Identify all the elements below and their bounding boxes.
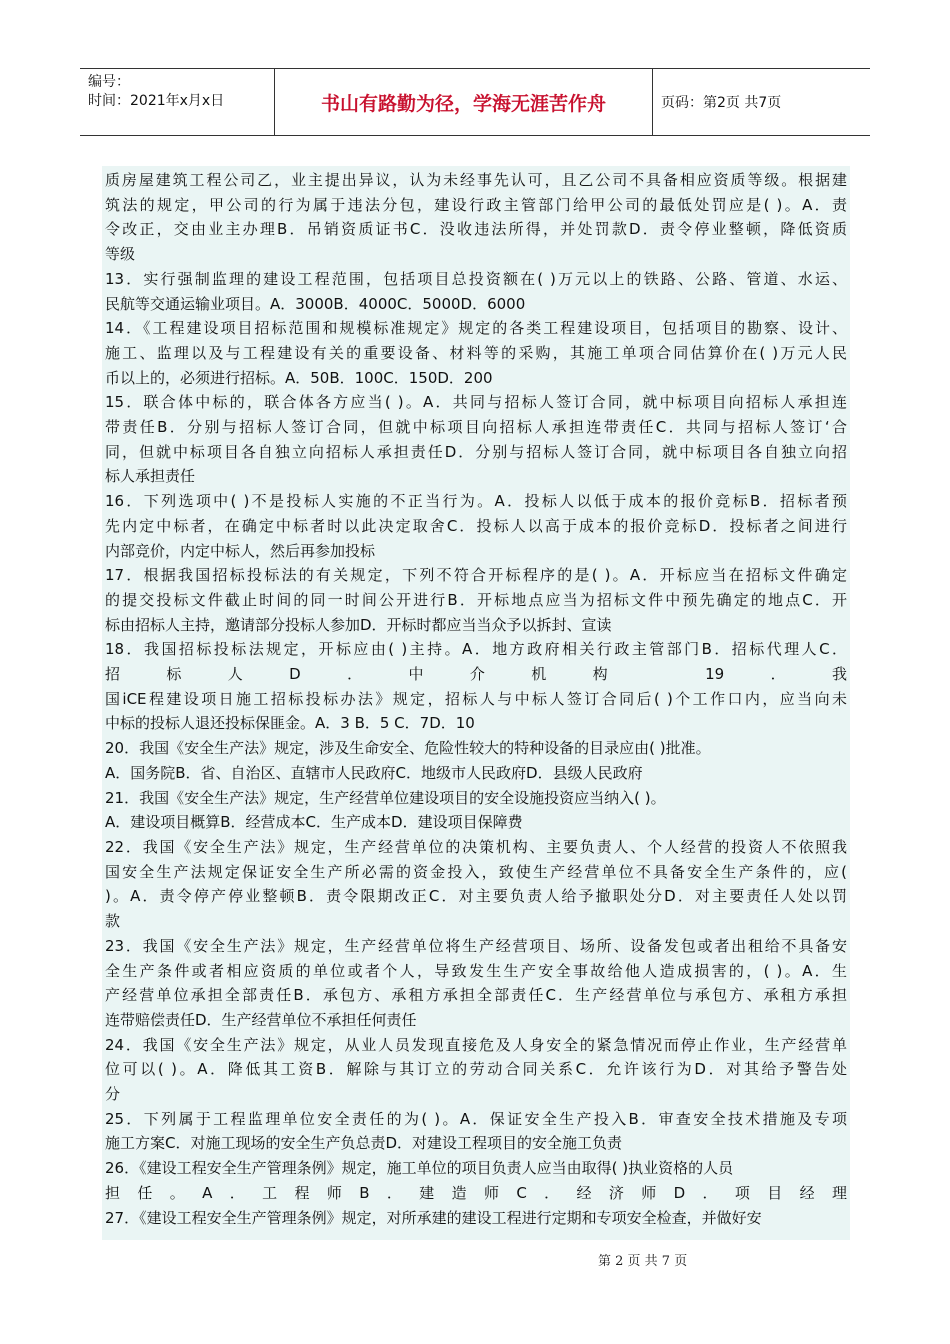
body-text-line: 17．根据我国招标投标法的有关规定，下列不符合开标程序的是( )。A．开标应当在招标文件确定 <box>105 566 847 585</box>
body-text-line: 担任。A．工程师B．建造师C．经济师D．项目经理 <box>105 1183 847 1202</box>
body-text-line: 带责任B．分别与招标人签订合同，但就中标项目向招标人承担连带责任C．共同与招标人签订‘合 <box>105 418 847 437</box>
body-text-line: 13．实行强制监理的建设工程范围，包括项目总投资额在( )万元以上的铁路、公路、管道、水运、 <box>105 269 847 288</box>
body-text-line: 16．下列选项中( )不是投标人实施的不正当行为。A．投标人以低于成本的报价竞标B．招标者预 <box>105 492 847 511</box>
page-header <box>80 68 870 136</box>
body-text-line: 24．我国《安全生产法》规定，从业人员发现直接危及人身安全的紧急情况而停止作业，生产经营单 <box>105 1035 847 1054</box>
body-text-line: 22．我国《安全生产法》规定，生产经营单位的决策机构、主要负责人、个人经营的投资人不依照我 <box>105 837 847 856</box>
body-text-line: 国安全生产法规定保证安全生产所必需的资金投入，致使生产经营单位不具备安全生产条件的，应( <box>105 862 847 881</box>
document-number-label: 编号： <box>88 74 130 90</box>
body-text-line: 施工、监理以及与工程建设有关的重要设备、材料等的采购，其施工单项合同估算价在( )万元人民 <box>105 343 847 362</box>
body-text-line: 等级 <box>105 245 136 264</box>
body-text-line: 26．《建设工程安全生产管理条例》规定，施工单位的项目负责人应当由取得( )执业资格的人员 <box>105 1159 734 1178</box>
header-meta <box>80 69 275 135</box>
body-text-line: 内部竞价，内定中标人，然后再参加投标 <box>105 541 376 560</box>
body-text-line: 筑法的规定，甲公司的行为属于违法分包，建设行政主管部门给甲公司的最低处罚应是( )。A．责 <box>105 195 847 214</box>
body-text-line: 产经营单位承担全部责任B．承包方、承租方承担全部责任C．生产经营单位与承包方、承租方承担 <box>105 986 847 1005</box>
page-footer: 第 2 页 共 7 页 <box>598 1254 688 1269</box>
body-text-line: 款 <box>105 912 121 931</box>
body-text-line: 民航等交通运输业项目。A．3000B．4000C．5000D．6000 <box>105 294 526 313</box>
body-text-line: 15．联合体中标的，联合体各方应当( )。A．共同与招标人签订合同，就中标项目向招标人承担连 <box>105 393 847 412</box>
body-text-line: 标人承担责任 <box>105 467 196 486</box>
body-text-line: A．建设项目概算B．经营成本C．生产成本D．建设项目保障费 <box>105 813 523 832</box>
body-text-line: 标由招标人主持，邀请部分投标人参加D．开标时都应当当众予以拆封、宣读 <box>105 615 612 634</box>
body-text-line: 25．下列属于工程监理单位安全责任的为( )。A．保证安全生产投入B．审查安全技术措施及专项 <box>105 1109 847 1128</box>
body-text-line: 质房屋建筑工程公司乙，业主提出异议，认为未经事先认可，且乙公司不具备相应资质等级。根据建 <box>105 171 847 189</box>
body-text-line: 18．我国招标投标法规定，开标应由( )主持。A．地方政府相关行政主管部门B．招标代理人C． <box>105 640 847 659</box>
body-text-line: 施工方案C．对施工现场的安全生产负总责D．对建设工程项目的安全施工负责 <box>105 1134 623 1153</box>
body-text-line: 同，但就中标项目各自独立向招标人承担责任D．分别与招标人签订合同，就中标项目各自独立向招 <box>105 442 847 461</box>
body-text-line: 分 <box>105 1085 121 1104</box>
document-date: 时间：2021年x月x日 <box>88 93 225 109</box>
body-text-line: 招标人D．中介机构 19．我 <box>105 665 847 684</box>
body-text-line: 21．我国《安全生产法》规定，生产经营单位建设项目的安全设施投资应当纳入( )。 <box>105 788 666 807</box>
body-text-line: 连带赔偿责任D．生产经营单位不承担任何责任 <box>105 1010 417 1029</box>
body-text-line: 20．我国《安全生产法》规定，涉及生命安全、危险性较大的特种设备的目录应由( )批准。 <box>105 739 711 758</box>
body-text-line: 全生产条件或者相应资质的单位或者个人，导致发生生产安全事故给他人造成损害的，( )。A．生 <box>105 961 847 980</box>
body-text-line: 令改正，交由业主办理B．吊销资质证书C．没收违法所得，并处罚款D．责令停业整顿，降低资质 <box>105 220 847 239</box>
body-text-line: 27．《建设工程安全生产管理条例》规定，对所承建的建设工程进行定期和专项安全检查，并做好安 <box>105 1208 762 1227</box>
body-text-line: 位可以( )。A．降低其工资B．解除与其订立的劳动合同关系C．允许该行为D．对其给予警告处 <box>105 1060 847 1079</box>
body-text-line: 国iCE程建设项日施工招标投标办法》规定，招标人与中标人签订合同后( )个工作口内，应当向未 <box>105 689 847 708</box>
body-text-line: 币以上的，必须进行招标。A．50B．100C．150D．200 <box>105 368 493 387</box>
body-text-line: )。A．责令停产停业整顿B．责令限期改正C．对主要负责人给予撤职处分D．对主要责任人处以罚 <box>105 887 847 906</box>
body-text-line: 的提交投标文件截止时间的同一时间公开进行B．开标地点应当为招标文件中预先确定的地点C．开 <box>105 590 847 609</box>
document-body <box>102 166 850 1240</box>
body-text-line: 23．我国《安全生产法》规定，生产经营单位将生产经营项目、场所、设备发包或者出租给不具备安 <box>105 936 847 955</box>
body-text-line: 先内定中标者，在确定中标者时以此决定取舍C．投标人以高于成本的报价竞标D．投标者之间进行 <box>105 516 847 535</box>
body-text-line: A．国务院B．省、自治区、直辖市人民政府C．地级市人民政府D．县级人民政府 <box>105 763 643 782</box>
body-text-line: 中标的投标人退还投标保匪金。A．3 B．5 C．7D．10 <box>105 714 475 733</box>
body-text-line: 14．《工程建设项目招标范围和规模标准规定》规定的各类工程建设项目，包括项目的勘察、设计、 <box>105 319 847 338</box>
header-motto: 书山有路勤为径，学海无涯苦作舟 <box>275 69 653 135</box>
header-page-info: 页码：第2页 共7页 <box>661 95 782 111</box>
